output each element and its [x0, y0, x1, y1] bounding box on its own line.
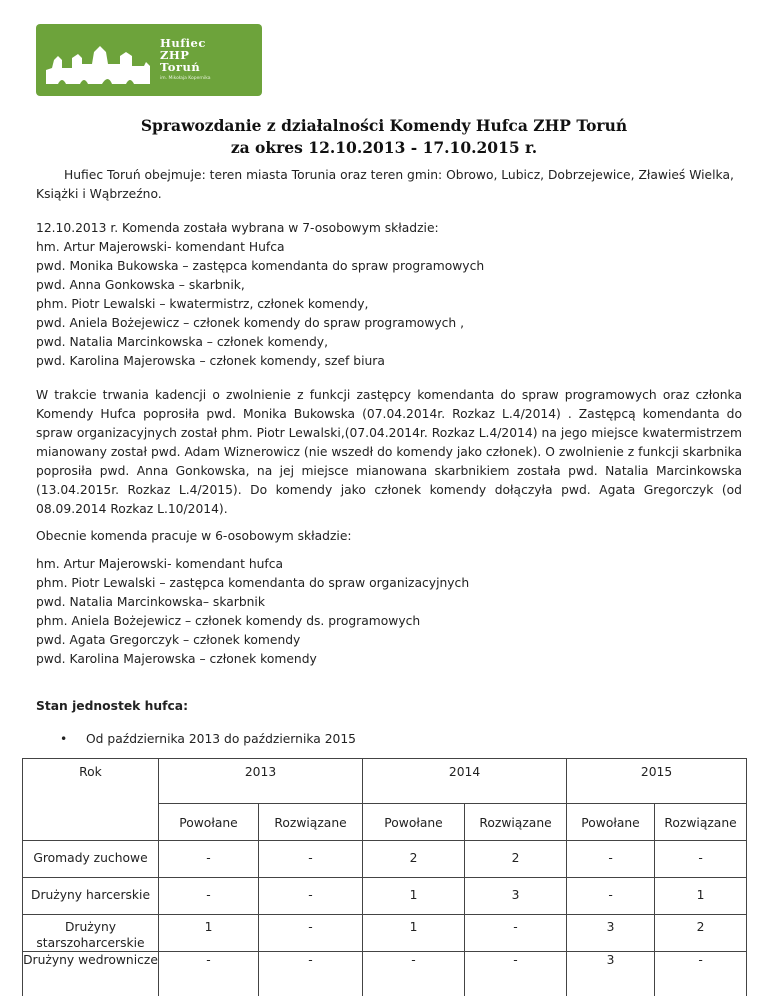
row-label: Drużyny harcerskie	[23, 878, 159, 915]
current-composition	[36, 555, 742, 669]
logo-line-1: Hufiec	[160, 37, 206, 49]
subheader-cell: Rozwiązane	[259, 804, 363, 841]
table-cell: -	[159, 878, 259, 915]
member-item: pwd. Natalia Marcinkowska– skarbnik	[36, 593, 742, 612]
row-label: Drużyny starszoharcerskie	[23, 915, 159, 952]
table-cell: 3	[567, 915, 655, 952]
table-row	[23, 878, 747, 915]
logo	[36, 24, 262, 96]
member-item: hm. Artur Majerowski- komendant hufca	[36, 555, 742, 574]
table-cell: 1	[363, 878, 465, 915]
intro-paragraph: Hufiec Toruń obejmuje: teren miasta Torunia oraz teren gmin: Obrowo, Lubicz, Dobrzejewice, Zławieś Wielka, Książki i Wąbrzeźno.	[36, 166, 742, 204]
table-row	[23, 915, 747, 952]
table-cell: -	[363, 952, 465, 996]
header-year: 2013	[159, 759, 363, 804]
member-item: hm. Artur Majerowski- komendant Hufca	[36, 238, 742, 257]
member-item: pwd. Anna Gonkowska – skarbnik,	[36, 276, 742, 295]
table-cell: 3	[567, 952, 655, 996]
subheader-cell: Powołane	[159, 804, 259, 841]
logo-line-2: ZHP	[160, 49, 206, 61]
castle-icon	[42, 34, 158, 90]
bullet-icon: •	[60, 730, 67, 749]
member-item: pwd. Natalia Marcinkowska – członek komendy,	[36, 333, 742, 352]
subheader-cell: Rozwiązane	[465, 804, 567, 841]
table-cell: -	[259, 878, 363, 915]
member-item: phm. Aniela Bożejewicz – członek komendy ds. programowych	[36, 612, 742, 631]
member-item: pwd. Aniela Bożejewicz – członek komendy do spraw programowych ,	[36, 314, 742, 333]
table-cell: -	[655, 841, 747, 878]
logo-line-3: Toruń	[160, 61, 206, 73]
table-cell: -	[567, 841, 655, 878]
table-cell: -	[567, 878, 655, 915]
subheader-cell: Powołane	[567, 804, 655, 841]
bullet-item: Od października 2013 do października 2015	[86, 730, 356, 749]
table-cell: 1	[655, 878, 747, 915]
logo-subtitle: im. Mikołaja Kopernika	[160, 76, 211, 81]
table-cell: 1	[159, 915, 259, 952]
table-cell: -	[655, 952, 747, 996]
member-item: pwd. Monika Bukowska – zastępca komendanta do spraw programowych	[36, 257, 742, 276]
initial-composition	[36, 219, 742, 371]
initial-heading: 12.10.2013 r. Komenda została wybrana w 7-osobowym składzie:	[36, 219, 742, 238]
table-cell: -	[259, 952, 363, 996]
subheader-cell: Rozwiązane	[655, 804, 747, 841]
table-row	[23, 841, 747, 878]
table-row	[23, 952, 747, 996]
subheader-cell: Powołane	[363, 804, 465, 841]
changes-paragraph: W trakcie trwania kadencji o zwolnienie z funkcji zastępcy komendanta do spraw programowych oraz członka Komendy Hufca poprosiła pwd. Monika Bukowska (07.04.2014r. Rozkaz L.4/2014) . Zastępcą komendanta do spraw organizacyjnych został phm. Piotr Lewalski,(07.04.2014r. Rozkaz L.4/2014) na jego miejsce kwatermistrzem mianowany został pwd. Adam Wiznerowicz (nie wszedł do komendy jako członek). O zwolnienie z funkcji skarbnika poprosiła pwd. Anna Gonkowska, na jej miejsce mianowana skarbnikiem została pwd. Natalia Marcinkowska (13.04.2015r. Rozkaz L.4/2015). Do komendy jako członek komendy dołączyła pwd. Agata Gregorczyk (od 08.09.2014 Rozkaz L.10/2014).	[36, 386, 742, 519]
table-cell: -	[159, 841, 259, 878]
current-heading: Obecnie komenda pracuje w 6-osobowym składzie:	[36, 527, 742, 546]
row-label: Drużyny wedrownicze	[23, 952, 159, 996]
table-cell: 2	[655, 915, 747, 952]
table-cell: -	[465, 952, 567, 996]
member-item: pwd. Agata Gregorczyk – członek komendy	[36, 631, 742, 650]
member-item: phm. Piotr Lewalski – zastępca komendanta do spraw organizacyjnych	[36, 574, 742, 593]
table-cell: 1	[363, 915, 465, 952]
table-cell: -	[465, 915, 567, 952]
table-cell: -	[259, 915, 363, 952]
member-item: pwd. Karolina Majerowska – członek komendy, szef biura	[36, 352, 742, 371]
table-header-row	[23, 759, 747, 804]
units-table	[22, 758, 747, 996]
table-cell: -	[159, 952, 259, 996]
header-year: 2014	[363, 759, 567, 804]
table-cell: 3	[465, 878, 567, 915]
member-item: pwd. Karolina Majerowska – członek komendy	[36, 650, 742, 669]
document-title: Sprawozdanie z działalności Komendy Hufca ZHP Toruń	[0, 116, 768, 135]
row-label: Gromady zuchowe	[23, 841, 159, 878]
header-rok: Rok	[23, 759, 159, 841]
document-period: za okres 12.10.2013 - 17.10.2015 r.	[0, 138, 768, 157]
units-heading: Stan jednostek hufca:	[36, 697, 742, 716]
table-cell: 2	[465, 841, 567, 878]
header-year: 2015	[567, 759, 747, 804]
member-item: phm. Piotr Lewalski – kwatermistrz, członek komendy,	[36, 295, 742, 314]
table-cell: -	[259, 841, 363, 878]
table-cell: 2	[363, 841, 465, 878]
